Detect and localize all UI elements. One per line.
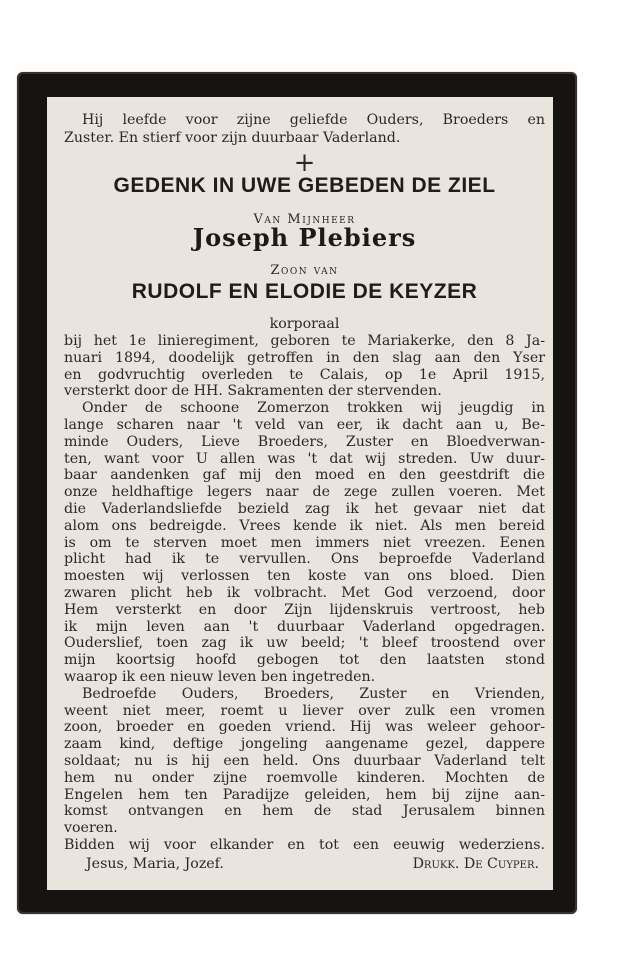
paragraph1-line: Hem versterkt en door Zijn lijdenskruis vertroost, heb [64, 601, 545, 618]
intro-line: Hij leefde voor zijne geliefde Ouders, Broeders en [82, 112, 545, 128]
paragraph2-line: soldaat; nu is hij een held. Ons duurbaar Vaderland telt [64, 753, 545, 769]
closing-line: Bidden wij voor elkander en tot een eeuwig wederziens. [64, 837, 545, 853]
paragraph1-line: is om te sterven moet men immers niet vreezen. Eenen [64, 534, 545, 551]
intro-line: Zuster. En stierf voor zijn duurbaar Vaderland. [64, 130, 401, 146]
bio-line: en godvruchtig overleden te Calais, op 1e April 1915, [64, 366, 545, 383]
rank: korporaal [269, 316, 340, 332]
cross-symbol: + [293, 148, 316, 178]
paragraph2-line: voeren. [64, 820, 118, 837]
paragraph2-line: komst ontvangen en hem de stad Jerusalem binnen [64, 803, 545, 820]
paragraph1-line: Ouderslief, toen zag ik uw beeld; 't bleef troostend over [64, 635, 545, 652]
paragraph1-line: moesten wij verlossen ten koste van ons bloed. Dien [64, 568, 545, 585]
paragraph2-line: hem nu onder zijne roemvolle kinderen. Mochten de [64, 769, 545, 786]
paragraph1-line: ten, want voor U allen was 't dat wij streden. Uw duur- [64, 450, 545, 467]
deceased-name: Joseph Plebiers [192, 223, 417, 252]
paragraph1-line: ik mijn leven aan 't duurbaar Vaderland opgedragen. [64, 618, 545, 635]
parents-names: RUDOLF EN ELODIE DE KEYZER [131, 280, 478, 303]
heading: GEDENK IN UWE GEBEDEN DE ZIEL [113, 174, 496, 197]
paragraph2-line: zaam kind, deftige jongeling aangename gezel, dappere [64, 736, 545, 753]
bio-line: bij het 1e linieregiment, geboren te Mariakerke, den 8 Ja- [64, 333, 545, 349]
van-mijnheer: Van Mijnheer [253, 212, 356, 227]
paragraph1-line: waarop ik een nieuw leven ben ingetreden. [64, 669, 376, 685]
paragraph1-line: onze heldhaftige legers naar de zege zullen voeren. Met [64, 484, 545, 501]
paragraph1-line: minde Ouders, Lieve Broeders, Zuster en Bloedverwan- [64, 433, 545, 450]
paragraph1-line: plicht had ik te vervullen. Ons beproefde Vaderland [64, 551, 545, 568]
paragraph1-line: baar aandenken gaf mij den moed en den geestdrift die [64, 467, 545, 484]
zoon-van: Zoon van [270, 263, 339, 278]
paragraph1-line: Onder de schoone Zomerzon trokken wij jeugdig in [82, 400, 545, 417]
paragraph1-line: zwaren plicht heb ik volbracht. Met God verzoend, door [64, 585, 545, 601]
paragraph2-line: Bedroefde Ouders, Broeders, Zuster en Vrienden, [82, 685, 545, 702]
printer-credit: Drukk. De Cuyper. [412, 855, 539, 872]
invocation: Jesus, Maria, Jozef. [86, 855, 224, 872]
paragraph1-line: alom ons bedreigde. Vrees kende ik niet. Als men bereid [64, 517, 545, 534]
bio-line: versterkt door de HH. Sakramenten der stervenden. [64, 383, 442, 400]
paragraph1-line: die Vaderlandsliefde bezield zag ik het gevaar niet dat [64, 501, 545, 517]
paragraph1-line: mijn koortsig hoofd gebogen tot den laatsten stond [64, 652, 545, 669]
paragraph2-line: weent niet meer, roemt u liever over zulk een vromen [64, 702, 545, 719]
paragraph2-line: Engelen hem ten Paradijze geleiden, hem bij zijne aan- [64, 786, 545, 803]
paragraph1-line: lange scharen naar 't veld van eer, ik dacht aan u, Be- [64, 417, 545, 433]
paragraph2-line: zoon, broeder en goeden vriend. Hij was weleer gehoor- [64, 719, 545, 736]
bio-line: nuari 1894, doodelijk getroffen in den slag aan den Yser [64, 349, 545, 366]
